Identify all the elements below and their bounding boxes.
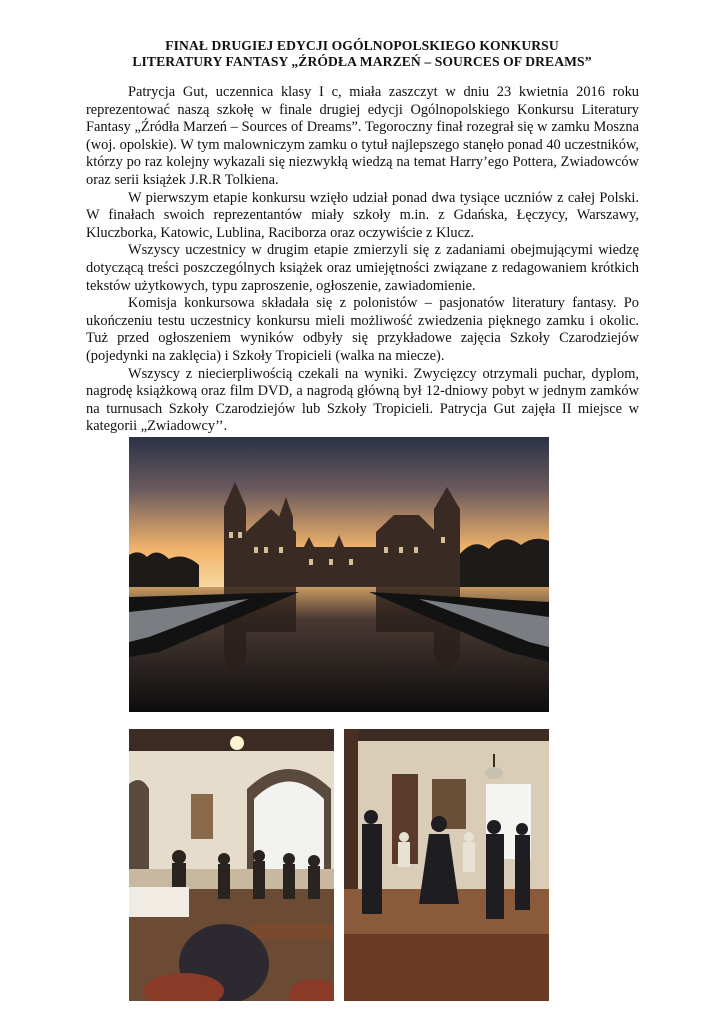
- castle-photo: [129, 437, 549, 712]
- document-title: [60, 38, 664, 70]
- paragraph: Komisja konkursowa składała się z polonistów – pasjonatów literatury fantasy. Po ukończeniu testu uczestnicy konkursu mieli możliwość zwiedzenia pięknego zamku i okolic. Tuż przed ogłoszeniem wyników odbyły się przykładowe zajęcia Szkoły Czarodziejów (pojedynki na zaklęcia) i Szkoły Tropicieli (walka na miecze).: [86, 295, 639, 364]
- room-photo: [344, 729, 549, 1001]
- title-line-2: LITERATURY FANTASY „ŹRÓDŁA MARZEŃ – SOURCES OF DREAMS”: [132, 54, 592, 69]
- paragraph: W pierwszym etapie konkursu wzięło udział ponad dwa tysiące uczniów z całej Polski. W finałach swoich reprezentantów miały szkoły m.in. z Gdańska, Łęczycy, Warszawy, Kluczborka, Katowic, Lublina, Raciborza oraz oczywiście z Klucz.: [86, 189, 639, 241]
- title-line-1: FINAŁ DRUGIEJ EDYCJI OGÓLNOPOLSKIEGO KONKURSU: [165, 38, 559, 53]
- paragraph: Wszyscy uczestnicy w drugim etapie zmierzyli się z zadaniami obejmującymi wiedzę dotyczącą treści poszczególnych książek oraz umiejętności związane z redagowaniem krótkich tekstów użytkowych, typu zaproszenie, ogłoszenie, zawiadomienie.: [86, 242, 639, 294]
- article-body: [86, 84, 639, 436]
- hall-photo: [129, 729, 334, 1001]
- paragraph: Wszyscy z niecierpliwością czekali na wyniki. Zwycięzcy otrzymali puchar, dyplom, nagrodę książkową oraz film DVD, a nagrodą główną był 12-dniowy pobyt w jednym zamków na turnusach Szkoły Czarodziejów lub Szkoły Tropicieli. Patrycja Gut zajęła II miejsce w kategorii „Zwiadowcy’’.: [86, 365, 639, 435]
- paragraph: Patrycja Gut, uczennica klasy I c, miała zaszczyt w dniu 23 kwietnia 2016 roku reprezentować naszą szkołę w finale drugiej edycji Ogólnopolskiego Konkursu Literatury Fantasy „Źródła Marzeń – Sources of Dreams”. Tegoroczny finał rozegrał się w zamku Moszna (woj. opolskie). W tym malowniczym zamku o tytuł najlepszego stanęło ponad 40 uczestników, którzy po raz kolejny wykazali się niezwykłą wiedzą na temat Harry’ego Pottera, Zwiadowców oraz serii książek J.R.R Tolkiena.: [86, 84, 639, 188]
